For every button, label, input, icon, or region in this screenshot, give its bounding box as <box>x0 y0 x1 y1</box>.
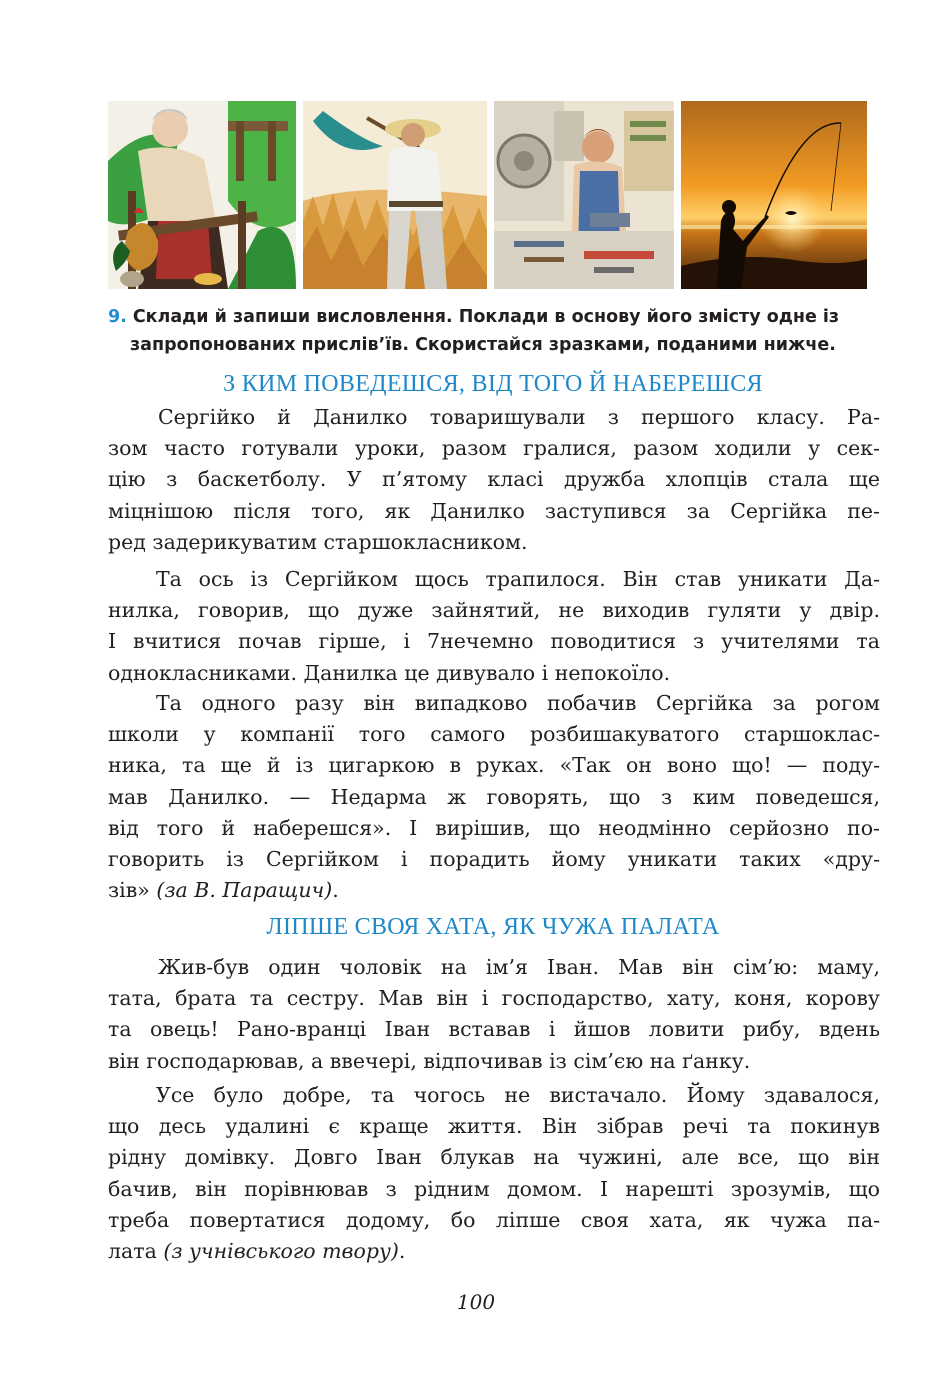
text-line <box>108 875 880 906</box>
task-number: 9. <box>108 307 127 327</box>
text-line: ред задерикуватим старшокласником. <box>108 529 528 554</box>
section-1-paragraph-2 <box>108 564 880 689</box>
text-line: Сергійко й Данилко товаришували з першого класу. Ра- <box>158 405 880 429</box>
task-line-1: Склади й запиши висловлення. Поклади в основу його змісту одне із <box>132 307 840 327</box>
section-2-paragraph-2 <box>108 1080 880 1267</box>
section-1-paragraph-3 <box>108 688 880 906</box>
text-line: нилка, говорив, що дуже зайнятий, не виходив гуляти у двір. <box>108 598 880 623</box>
text-line: Усе було добре, та чогось не вистачало. Йому здавалося, <box>156 1083 880 1107</box>
text-line <box>108 1236 880 1267</box>
section-2-heading: ЛІПШЕ СВОЯ ХАТА, ЯК ЧУЖА ПАЛАТА <box>266 914 720 940</box>
section-1-heading: З КИМ ПОВЕДЕШСЯ, ВІД ТОГО Й НАБЕРЕШСЯ <box>223 371 763 397</box>
text-line: бачив, він порівнював з рідним домом. І нарешті зрозумів, що <box>108 1176 880 1201</box>
section-2-paragraph-1 <box>108 952 880 1077</box>
page-number: 100 <box>456 1290 496 1314</box>
text-fragment: зів» <box>108 878 150 903</box>
text-fragment: . <box>332 878 339 903</box>
text-line: тата, брата та сестру. Мав він і господарство, хату, коня, корову <box>108 986 880 1011</box>
text-line: Та одного разу він випадково побачив Сергійка за рогом <box>156 691 880 715</box>
section-1-paragraph-1 <box>108 402 880 558</box>
text-line: школи у компанії того самого розбишакуватого старшоклас- <box>108 722 880 747</box>
text-line: міцнішою після того, як Данилко заступився за Сергійка пе- <box>108 498 880 523</box>
text-line: мав Данилко. — Недарма ж говорять, що з ким поведешся, <box>108 784 880 809</box>
text-line: І вчитися почав гірше, і 7нечемно поводитися з учителями та <box>108 629 880 654</box>
text-line: та овець! Рано-вранці Іван вставав і йшов ловити рибу, вдень <box>108 1017 880 1042</box>
grandmother-rooster-illustration <box>108 101 296 289</box>
text-line: що десь удалині є краще життя. Він зібрав речі та покинув <box>108 1114 880 1139</box>
workshop-boy-illustration <box>494 101 674 289</box>
text-line: треба повертатися додому, бо ліпше своя хата, як чужа па- <box>108 1207 880 1232</box>
mower-wheat-field-illustration <box>303 101 487 289</box>
text-line: цію з баскетболу. У п’ятому класі дружба хлопців стала ще <box>108 467 880 492</box>
text-line: від того й наберешся». І вирішив, що неодмінно серйозно по- <box>108 815 880 840</box>
task-instruction <box>108 303 888 359</box>
text-line: ника, та ще й із цигаркою в руках. «Так он воно що! — поду- <box>108 753 880 778</box>
text-fragment: лата <box>108 1239 157 1264</box>
illustrations-row <box>108 101 868 289</box>
text-line: зом часто готували уроки, разом гралися, разом ходили у сек- <box>108 436 880 461</box>
text-line: він господарював, а ввечері, відпочивав із сім’єю на ґанку. <box>108 1048 751 1073</box>
text-line: Та ось із Сергійком щось трапилося. Він став уникати Да- <box>156 567 880 591</box>
text-line: говорить із Сергійком і порадить йому уникати таких «дру- <box>108 847 880 872</box>
text-fragment: . <box>398 1239 406 1264</box>
source-attribution: (з учнівського твору) <box>163 1239 399 1264</box>
task-line-2: запропонованих прислів’їв. Скористайся зразками, поданими нижче. <box>130 335 836 355</box>
text-line: однокласниками. Данилка це дивувало і непокоїло. <box>108 660 671 685</box>
text-line: рідну домівку. Довго Іван блукав на чужині, але все, що він <box>108 1145 880 1170</box>
text-line: Жив-був один чоловік на ім’я Іван. Мав він сім’ю: маму, <box>158 955 880 979</box>
fisherman-sunset-photo <box>681 101 867 289</box>
source-attribution: (за В. Паращич) <box>156 878 333 903</box>
